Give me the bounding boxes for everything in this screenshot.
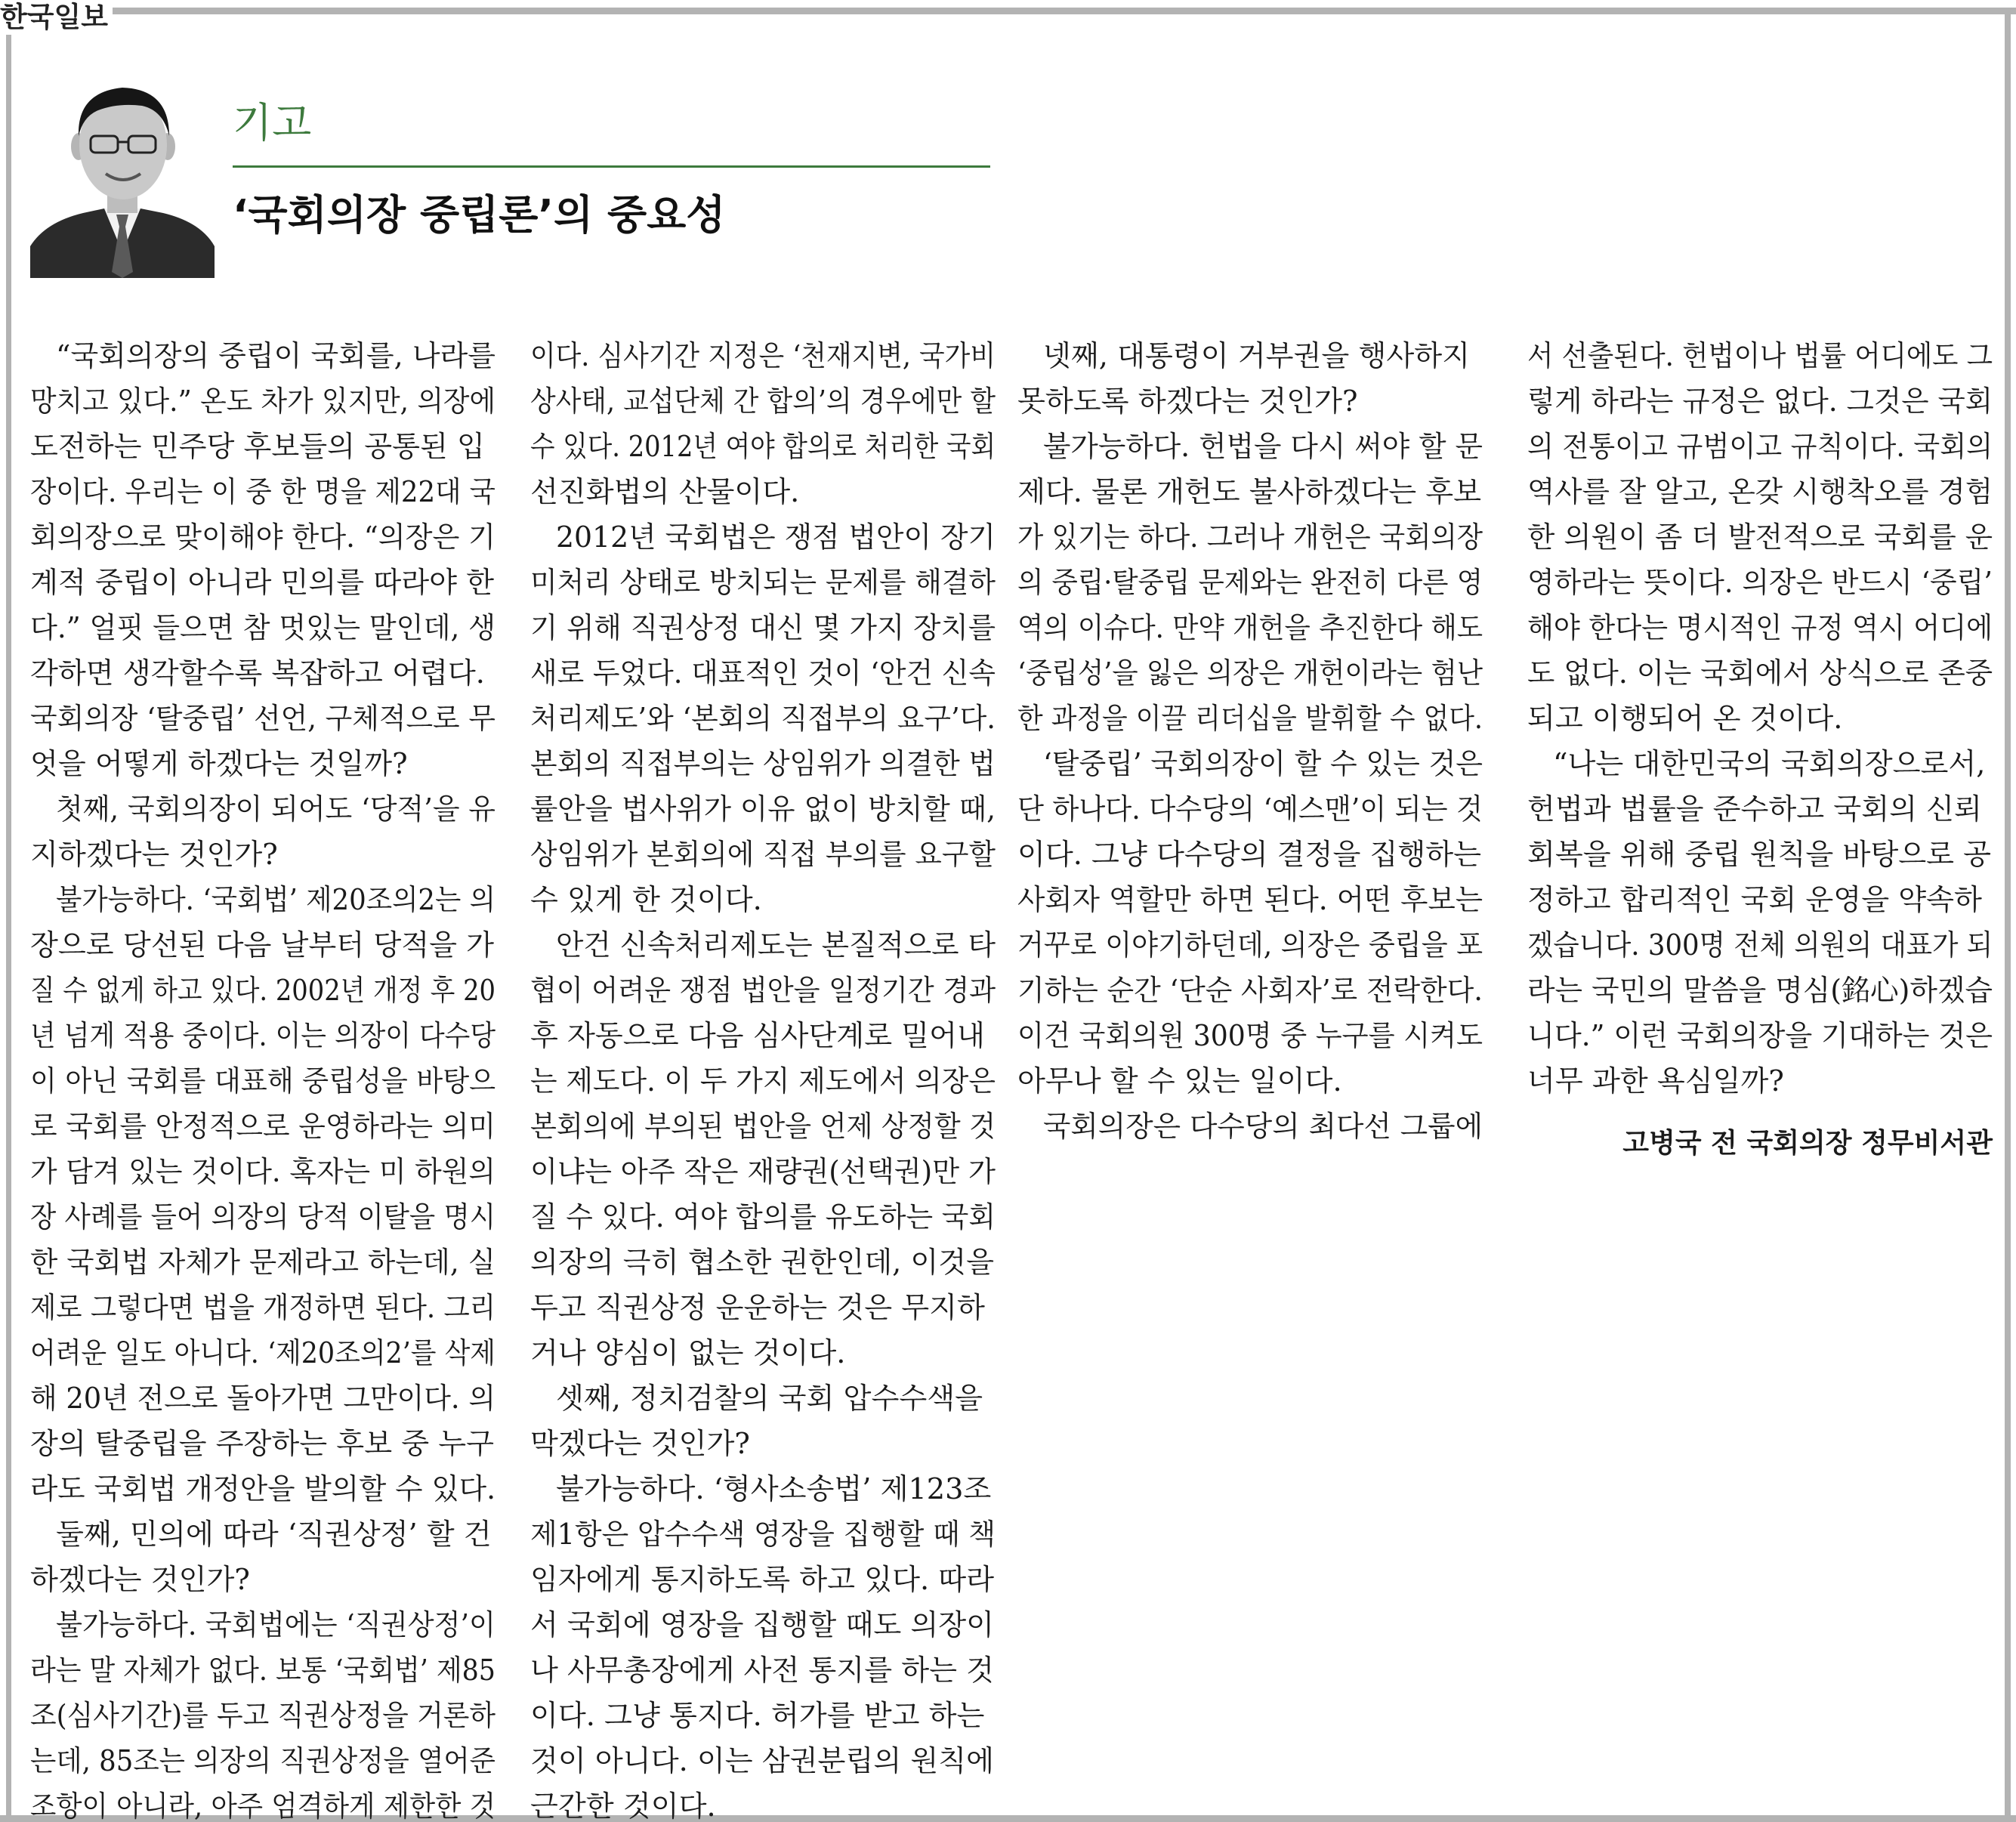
text-line: 협이 어려운 쟁점 법안을 일정기간 경과: [530, 974, 996, 1008]
article-column-4: [1527, 334, 1993, 1104]
text-line: “나는 대한민국의 국회의장으로서,: [1553, 748, 1986, 781]
text-line: 회복을 위해 중립 원칙을 바탕으로 공: [1527, 838, 1992, 872]
text-line: 이건 국회의원 300명 중 누구를 시켜도: [1017, 1020, 1483, 1053]
text-line: 질 수 있다. 여야 합의를 유도하는 국회: [530, 1201, 996, 1234]
frame-border-top: [0, 8, 2016, 14]
text-line: 각하면 생각할수록 복잡하고 어렵다.: [30, 657, 485, 690]
text-line: 제로 그렇다면 법을 개정하면 된다. 그리: [30, 1292, 496, 1325]
text-line: 해야 한다는 명시적인 규정 역시 어디에: [1527, 612, 1993, 645]
text-line: 회의장으로 맞이해야 한다. “의장은 기: [30, 521, 496, 554]
text-line: 처리제도’와 ‘본회의 직접부의 요구’다.: [530, 703, 996, 736]
article-column-3: [1017, 334, 1483, 1150]
text-line: 단 하나다. 다수당의 ‘예스맨’이 되는 것: [1017, 793, 1483, 826]
text-line: 상임위가 본회의에 직접 부의를 요구할: [530, 838, 996, 872]
text-line: 불가능하다. ‘형사소송법’ 제123조: [556, 1473, 992, 1506]
text-line: 이다. 그냥 통지다. 허가를 받고 하는: [530, 1700, 985, 1733]
text-line: 장으로 당선된 다음 날부터 당적을 가: [30, 929, 495, 962]
text-line: 선진화법의 산물이다.: [530, 476, 800, 509]
text-line: 장 사례를 들어 의장의 당적 이탈을 명시: [30, 1201, 496, 1234]
text-line: 근간한 것이다.: [530, 1790, 716, 1822]
text-line: 계적 중립이 아니라 민의를 따라야 한: [30, 567, 495, 600]
text-line: 이냐는 아주 작은 재량권(선택권)만 가: [530, 1156, 996, 1189]
text-line: 상사태, 교섭단체 간 합의’의 경우에만 할: [530, 385, 996, 418]
text-line: 렇게 하라는 규정은 없다. 그것은 국회: [1527, 385, 1993, 418]
text-line: 정하고 합리적인 국회 운영을 약속하: [1527, 884, 1982, 917]
text-line: 둘째, 민의에 따라 ‘직권상정’ 할 건: [56, 1518, 492, 1552]
text-line: 후 자동으로 다음 심사단계로 밀어내: [530, 1020, 985, 1053]
text-line: 의 전통이고 규범이고 규칙이다. 국회의: [1527, 431, 1993, 464]
text-line: 이 아닌 국회를 대표해 중립성을 바탕으: [30, 1065, 496, 1098]
text-line: 불가능하다. ‘국회법’ 제20조의2는 의: [56, 884, 496, 917]
text-line: 라는 말 자체가 없다. 보통 ‘국회법’ 제85: [30, 1654, 496, 1688]
text-line: 두고 직권상정 운운하는 것은 무지하: [530, 1292, 985, 1325]
text-line: 는데, 85조는 의장의 직권상정을 열어준: [30, 1745, 496, 1778]
text-line: “국회의장의 중립이 국회를, 나라를: [56, 340, 496, 373]
text-line: 년 넘게 적용 중이다. 이는 의장이 다수당: [30, 1020, 496, 1053]
article-column-1: [30, 334, 496, 1822]
text-line: 어려운 일도 아니다. ‘제20조의2’를 삭제: [30, 1337, 496, 1370]
text-line: 는 제도다. 이 두 가지 제도에서 의장은: [530, 1065, 996, 1098]
section-label: 기고: [233, 99, 312, 147]
text-line: 이다. 심사기간 지정은 ‘천재지변, 국가비: [530, 340, 996, 373]
text-line: 불가능하다. 국회법에는 ‘직권상정’이: [56, 1609, 496, 1642]
text-line: 너무 과한 욕심일까?: [1527, 1065, 1784, 1098]
text-line: 한 의원이 좀 더 발전적으로 국회를 운: [1527, 521, 1993, 554]
text-line: 영하라는 뜻이다. 의장은 반드시 ‘중립’: [1527, 567, 1993, 600]
text-line: 한 국회법 자체가 문제라고 하는데, 실: [30, 1246, 496, 1280]
text-line: 본회의에 부의된 법안을 언제 상정할 것: [530, 1110, 996, 1144]
text-line: 것이 아니다. 이는 삼권분립의 원칙에: [530, 1745, 995, 1778]
text-line: 가 있기는 하다. 그러나 개헌은 국회의장: [1017, 521, 1483, 554]
section-divider: [233, 165, 990, 168]
text-line: 본회의 직접부의는 상임위가 의결한 법: [530, 748, 996, 781]
author-portrait-icon: [30, 66, 215, 278]
text-line: 망치고 있다.” 온도 차가 있지만, 의장에: [30, 385, 496, 418]
headline: ‘국회의장 중립론’의 중요성: [233, 191, 726, 239]
text-line: 임자에게 통지하도록 하고 있다. 따라: [530, 1564, 995, 1597]
text-line: 서 선출된다. 헌법이나 법률 어디에도 그: [1527, 340, 1993, 373]
text-line: ‘중립성’을 잃은 의장은 개헌이라는 험난: [1017, 657, 1483, 690]
text-line: 다.” 얼핏 들으면 참 멋있는 말인데, 생: [30, 612, 496, 645]
text-line: 되고 이행되어 온 것이다.: [1527, 703, 1843, 736]
text-line: 지하겠다는 것인가?: [30, 838, 278, 872]
text-line: 셋째, 정치검찰의 국회 압수수색을: [556, 1382, 983, 1416]
text-line: 라도 국회법 개정안을 발의할 수 있다.: [30, 1473, 496, 1506]
text-line: 장의 탈중립을 주장하는 후보 중 누구: [30, 1428, 495, 1461]
text-line: 거나 양심이 없는 것이다.: [530, 1337, 846, 1370]
text-line: 하겠다는 것인가?: [30, 1564, 250, 1597]
text-line: 불가능하다. 헌법을 다시 써야 할 문: [1043, 431, 1483, 464]
frame-border-left: [6, 8, 11, 1822]
text-line: 제1항은 압수수색 영장을 집행할 때 책: [530, 1518, 996, 1552]
text-line: 조항이 아니라, 아주 엄격하게 제한한 것: [30, 1790, 496, 1822]
text-line: 국회의장 ‘탈중립’ 선언, 구체적으로 무: [30, 703, 496, 736]
text-line: 안건 신속처리제도는 본질적으로 타: [556, 929, 996, 962]
text-line: 넷째, 대통령이 거부권을 행사하지: [1043, 340, 1471, 373]
text-line: 국회의장은 다수당의 최다선 그룹에: [1043, 1110, 1483, 1144]
text-line: 조(심사기간)를 두고 직권상정을 거론하: [30, 1700, 496, 1733]
text-line: 가 담겨 있는 것이다. 혹자는 미 하원의: [30, 1156, 496, 1189]
text-line: 기하는 순간 ‘단순 사회자’로 전락한다.: [1017, 974, 1483, 1008]
text-line: 한 과정을 이끌 리더십을 발휘할 수 없다.: [1017, 703, 1483, 736]
text-line: 서 국회에 영장을 집행할 때도 의장이: [530, 1609, 995, 1642]
text-line: 막겠다는 것인가?: [530, 1428, 750, 1461]
text-line: 새로 두었다. 대표적인 것이 ‘안건 신속: [530, 657, 996, 690]
text-line: 역의 이슈다. 만약 개헌을 추진한다 해도: [1017, 612, 1483, 645]
author-byline: 고병국 전 국회의장 정무비서관: [1622, 1128, 1993, 1159]
text-line: 2012년 국회법은 쟁점 법안이 장기: [556, 521, 996, 554]
text-line: 사회자 역할만 하면 된다. 어떤 후보는: [1017, 884, 1483, 917]
text-line: 라는 국민의 말씀을 명심(銘心)하겠습: [1527, 974, 1993, 1008]
text-line: 기 위해 직권상정 대신 몇 가지 장치를: [530, 612, 996, 645]
text-line: ‘탈중립’ 국회의장이 할 수 있는 것은: [1043, 748, 1483, 781]
text-line: 수 있다. 2012년 여야 합의로 처리한 국회: [530, 431, 996, 464]
article-column-2: [530, 334, 996, 1822]
text-line: 못하도록 하겠다는 것인가?: [1017, 385, 1358, 418]
text-line: 역사를 잘 알고, 온갖 시행착오를 경험: [1527, 476, 1993, 509]
text-line: 의 중립·탈중립 문제와는 완전히 다른 영: [1017, 567, 1483, 600]
text-line: 첫째, 국회의장이 되어도 ‘당적’을 유: [56, 793, 496, 826]
text-line: 로 국회를 안정적으로 운영하라는 의미: [30, 1110, 496, 1144]
text-line: 률안을 법사위가 이유 없이 방치할 때,: [530, 793, 996, 826]
text-line: 헌법과 법률을 준수하고 국회의 신뢰: [1527, 793, 1982, 826]
text-line: 이다. 그냥 다수당의 결정을 집행하는: [1017, 838, 1482, 872]
text-line: 도 없다. 이는 국회에서 상식으로 존중: [1527, 657, 1993, 690]
text-line: 니다.” 이런 국회의장을 기대하는 것은: [1527, 1020, 1993, 1053]
frame-border-right: [2005, 8, 2011, 1822]
text-line: 해 20년 전으로 돌아가면 그만이다. 의: [30, 1382, 496, 1416]
text-line: 수 있게 한 것이다.: [530, 884, 762, 917]
text-line: 도전하는 민주당 후보들의 공통된 입: [30, 431, 485, 464]
newspaper-name: 한국일보: [0, 0, 113, 35]
text-line: 거꾸로 이야기하던데, 의장은 중립을 포: [1017, 929, 1483, 962]
text-line: 의장의 극히 협소한 권한인데, 이것을: [530, 1246, 995, 1280]
text-line: 아무나 할 수 있는 일이다.: [1017, 1065, 1342, 1098]
text-line: 엇을 어떻게 하겠다는 것일까?: [30, 748, 408, 781]
text-line: 질 수 없게 하고 있다. 2002년 개정 후 20: [30, 974, 496, 1008]
text-line: 장이다. 우리는 이 중 한 명을 제22대 국: [30, 476, 496, 509]
text-line: 미처리 상태로 방치되는 문제를 해결하: [530, 567, 996, 600]
text-line: 겠습니다. 300명 전체 의원의 대표가 되: [1527, 929, 1993, 962]
text-line: 제다. 물론 개헌도 불사하겠다는 후보: [1017, 476, 1482, 509]
text-line: 나 사무총장에게 사전 통지를 하는 것: [530, 1654, 995, 1688]
